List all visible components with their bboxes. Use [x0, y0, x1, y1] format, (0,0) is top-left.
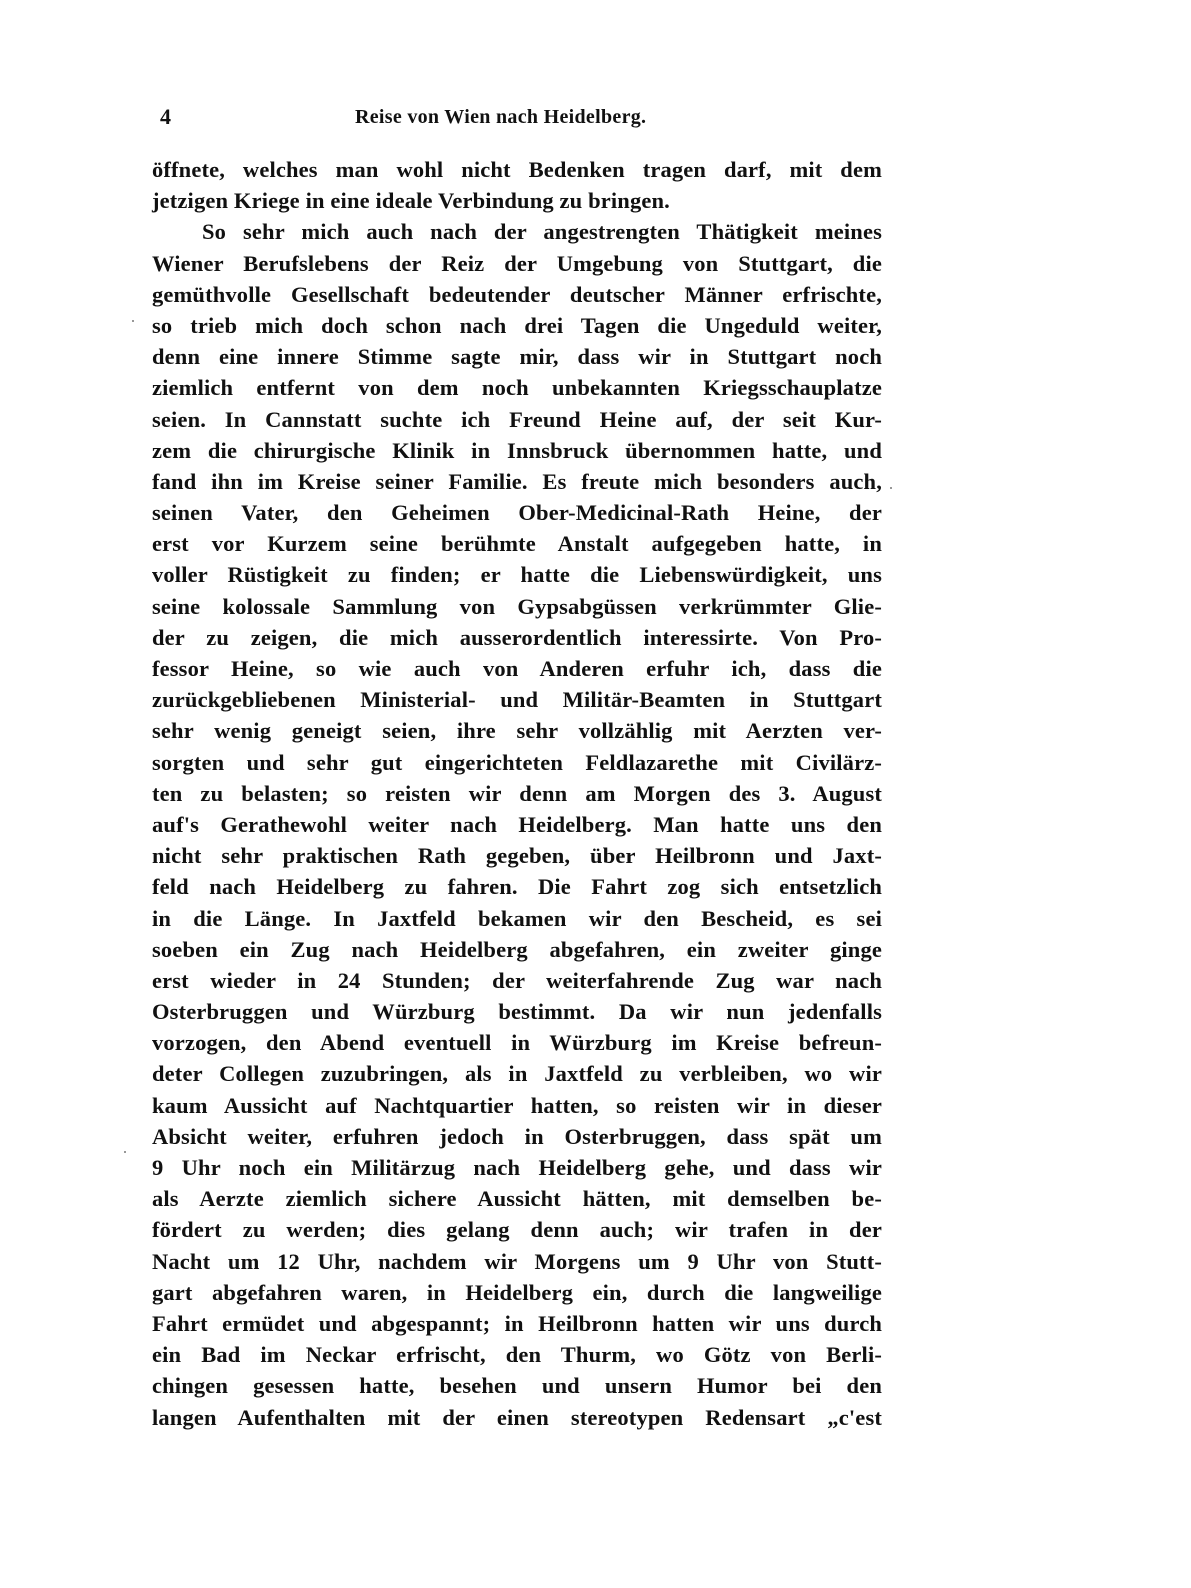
text-line-9: seien. In Cannstatt suchte ich Freund Heine auf, der seit Kur-: [152, 406, 882, 432]
text-line-14: voller Rüstigkeit zu finden; er hatte die Liebenswürdigkeit, uns: [152, 562, 882, 588]
text-line-12: seinen Vater, den Geheimen Ober-Medicinal-Rath Heine, der: [152, 500, 882, 526]
text-line-21: ten zu belasten; so reisten wir denn am Morgen des 3. August: [152, 780, 882, 806]
text-line-25: in die Länge. In Jaxtfeld bekamen wir den Bescheid, es sei: [152, 905, 882, 931]
text-line-17: fessor Heine, so wie auch von Anderen erfuhr ich, dass die: [152, 656, 882, 681]
text-line-38: Fahrt ermüdet und abgespannt; in Heilbronn hatten wir uns durch: [152, 1310, 882, 1336]
print-speck: [132, 320, 134, 322]
text-line-3: So sehr mich auch nach der angestrengten Thätigkeit meines: [202, 219, 882, 245]
text-line-39: ein Bad im Neckar erfrischt, den Thurm, wo Götz von Berli-: [152, 1342, 882, 1368]
text-line-8: ziemlich entfernt von dem noch unbekannten Kriegsschauplatze: [152, 375, 882, 401]
text-line-27: erst wieder in 24 Stunden; der weiterfahrende Zug war nach: [152, 967, 882, 993]
text-line-36: Nacht um 12 Uhr, nachdem wir Morgens um 9 Uhr von Stutt-: [152, 1248, 882, 1274]
text-line-26: soeben ein Zug nach Heidelberg abgefahren, ein zweiter ginge: [152, 936, 882, 962]
text-line-5: gemüthvolle Gesellschaft bedeutender deutscher Männer erfrischte,: [152, 281, 882, 307]
text-line-41: langen Aufenthalten mit der einen stereotypen Redensart „c'est: [152, 1404, 882, 1430]
text-line-35: fördert zu werden; dies gelang denn auch; wir trafen in der: [152, 1217, 882, 1243]
text-line-31: kaum Aussicht auf Nachtquartier hatten, so reisten wir in dieser: [152, 1092, 882, 1118]
text-line-13: erst vor Kurzem seine berühmte Anstalt aufgegeben hatte, in: [152, 531, 882, 557]
text-line-15: seine kolossale Sammlung von Gypsabgüssen verkrümmter Glie-: [152, 593, 882, 619]
text-line-16: der zu zeigen, die mich ausserordentlich interessirte. Von Pro-: [152, 624, 882, 650]
text-line-1: öffnete, welches man wohl nicht Bedenken tragen darf, mit dem: [152, 157, 882, 182]
text-line-19: sehr wenig geneigt seien, ihre sehr vollzählig mit Aerzten ver-: [152, 718, 882, 744]
text-line-32: Absicht weiter, erfuhren jedoch in Osterbruggen, dass spät um: [152, 1123, 882, 1149]
print-speck: [890, 487, 892, 489]
body-text: [152, 154, 882, 1433]
text-line-28: Osterbruggen und Würzburg bestimmt. Da wir nun jedenfalls: [152, 999, 882, 1025]
running-head: [160, 104, 890, 138]
text-line-33: 9 Uhr noch ein Militärzug nach Heidelberg gehe, und dass wir: [152, 1155, 882, 1180]
print-speck: [124, 1151, 126, 1153]
text-line-40: chingen gesessen hatte, besehen und unsern Humor bei den: [152, 1373, 882, 1399]
text-line-18: zurückgebliebenen Ministerial- und Militär-Beamten in Stuttgart: [152, 687, 882, 713]
text-line-11: fand ihn im Kreise seiner Familie. Es freute mich besonders auch,: [152, 468, 882, 494]
text-line-29: vorzogen, den Abend eventuell in Würzburg im Kreise befreun-: [152, 1030, 882, 1056]
text-line-22: auf's Gerathewohl weiter nach Heidelberg. Man hatte uns den: [152, 811, 882, 837]
text-line-37: gart abgefahren waren, in Heidelberg ein, durch die langweilige: [152, 1279, 882, 1305]
text-line-30: deter Collegen zuzubringen, als in Jaxtfeld zu verbleiben, wo wir: [152, 1061, 882, 1087]
text-line-4: Wiener Berufslebens der Reiz der Umgebung von Stuttgart, die: [152, 250, 882, 276]
page-number: 4: [160, 104, 171, 129]
text-line-23: nicht sehr praktischen Rath gegeben, über Heilbronn und Jaxt-: [152, 843, 882, 869]
text-line-10: zem die chirurgische Klinik in Innsbruck übernommen hatte, und: [152, 437, 882, 463]
text-line-7: denn eine innere Stimme sagte mir, dass wir in Stuttgart noch: [152, 344, 882, 370]
text-line-34: als Aerzte ziemlich sichere Aussicht hätten, mit demselben be-: [152, 1186, 882, 1212]
text-line-20: sorgten und sehr gut eingerichteten Feldlazarethe mit Civilärz-: [152, 749, 882, 775]
text-line-6: so trieb mich doch schon nach drei Tagen die Ungeduld weiter,: [152, 312, 882, 338]
text-line-24: feld nach Heidelberg zu fahren. Die Fahrt zog sich entsetzlich: [152, 874, 882, 900]
running-title: Reise von Wien nach Heidelberg.: [355, 106, 647, 128]
text-line-2: jetzigen Kriege in eine ideale Verbindung zu bringen.: [152, 188, 670, 214]
